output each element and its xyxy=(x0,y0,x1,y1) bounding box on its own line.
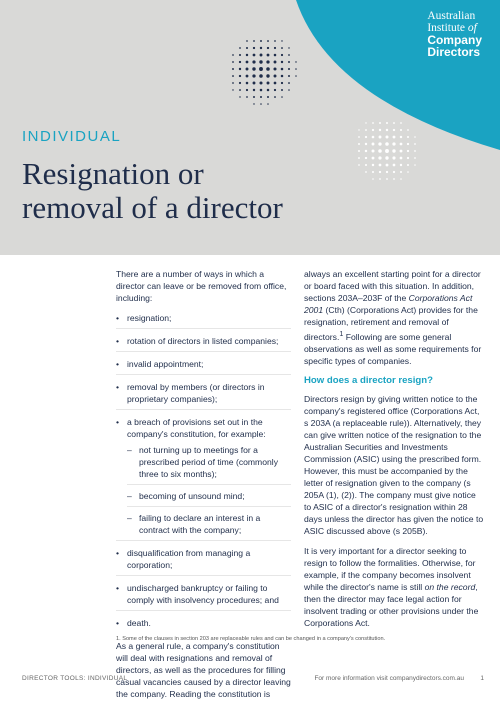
decor-dot xyxy=(239,75,241,77)
page-title xyxy=(22,157,283,225)
decor-dot xyxy=(379,178,381,180)
decor-dot xyxy=(253,89,255,91)
decor-dot xyxy=(267,82,270,85)
decor-dot xyxy=(232,89,233,90)
decor-dot xyxy=(414,136,416,138)
decor-dot xyxy=(393,122,395,124)
decor-dot xyxy=(378,149,382,153)
decor-dot xyxy=(281,61,283,63)
decor-dot xyxy=(232,75,234,77)
decor-dot xyxy=(365,122,366,123)
decor-dot xyxy=(372,122,374,124)
decor-dot xyxy=(372,143,375,146)
decor-dot xyxy=(260,103,262,105)
decor-dot xyxy=(267,89,270,92)
decor-dot xyxy=(400,178,402,180)
sublist-item: – failing to declare an interest in a contract with the company; xyxy=(127,512,291,536)
decor-dot xyxy=(358,143,360,145)
decor-dot xyxy=(393,129,395,131)
list-item: • resignation; xyxy=(116,312,291,329)
decor-dot xyxy=(414,143,416,145)
decor-dot xyxy=(246,82,249,85)
decor-dot xyxy=(232,54,234,56)
decor-dot xyxy=(246,47,248,49)
decor-dot xyxy=(378,156,381,159)
aicd-logo xyxy=(427,10,482,58)
continuation-paragraph: always an excellent starting point for a director or board faced with this situation. In addition, sections 203A–203F of the Corporations Act 2001 (Cth) (Corporations Act) provides for the resignation, retirement and removal of directors.$^1$ Following are some general observations as well as some requirements for specific types of companies. xyxy=(304,269,482,366)
decor-dot xyxy=(386,136,389,139)
decor-dot xyxy=(274,61,277,64)
decor-dot xyxy=(407,129,409,131)
section-heading: How does a director resign? xyxy=(304,374,434,386)
decor-dot xyxy=(400,143,403,146)
title-line-1: Resignation or xyxy=(22,156,204,191)
list-item: • undischarged bankruptcy or failing to comply with insolvency procedures; and xyxy=(116,582,291,611)
decor-dot xyxy=(288,89,290,91)
decor-dot xyxy=(365,129,367,131)
intro-paragraph: There are a number of ways in which a director can leave or be removed from office, including: xyxy=(116,269,287,303)
decor-dot xyxy=(267,54,270,57)
list-item: • disqualification from managing a corporation; xyxy=(116,547,291,576)
decor-dot xyxy=(266,60,269,63)
decor-dot xyxy=(407,150,409,152)
decor-dot xyxy=(414,164,416,166)
page-footer xyxy=(0,672,500,686)
resign-paragraph: Directors resign by giving written notice to the company's registered office (Corporations Act, s 203A (a replaceable rule)). Alternatively, they can give written notice of the resignation to the Australian Securities and Investments Commission (ASIC) using the prescribed form. However, this must be accompanied by the letter of resignation given to the company (s 205A (1), (2)). The company must give notice to ASIC of a director's resignation within 28 days unless the director has given the notice to ASIC discussed above (s 205B). xyxy=(304,393,484,536)
logo-line-2: Institute of xyxy=(427,22,477,34)
decor-dot xyxy=(365,171,367,173)
decor-dot xyxy=(266,67,270,71)
sublist-item: – not turning up to meetings for a prescribed period of time (commonly three to six months); xyxy=(127,444,291,485)
decor-dot xyxy=(259,67,263,71)
decor-dot xyxy=(288,68,290,70)
decor-dot xyxy=(372,157,375,160)
decor-dot xyxy=(274,89,276,91)
decor-dot xyxy=(273,67,276,70)
decor-dot xyxy=(379,136,382,139)
decor-dot xyxy=(393,178,395,180)
decor-dot xyxy=(260,40,262,42)
decor-dot xyxy=(232,82,234,84)
decor-dot xyxy=(239,61,241,63)
decor-dot xyxy=(246,96,248,98)
decor-dot xyxy=(260,47,262,49)
decor-dot xyxy=(274,96,276,98)
decor-dot xyxy=(288,75,290,77)
decor-dot xyxy=(407,136,409,138)
header-band xyxy=(0,0,500,255)
category-kicker: INDIVIDUAL xyxy=(22,128,122,145)
decor-dot xyxy=(259,60,262,63)
decor-dot xyxy=(281,89,283,91)
decor-dot xyxy=(288,82,290,84)
logo-line-4: Directors xyxy=(427,45,480,59)
decor-dot xyxy=(232,61,234,63)
decor-dot xyxy=(365,157,367,159)
decor-dot xyxy=(379,164,382,167)
list-item-text: a breach of provisions set out in the company's constitution, for example: xyxy=(127,417,266,439)
decor-dot xyxy=(393,164,396,167)
decor-dot xyxy=(386,178,388,180)
list-item: • rotation of directors in listed companies; xyxy=(116,335,291,352)
footnote: 1. Some of the clauses in section 203 are replaceable rules and can be changed in a company's constitution. xyxy=(116,636,386,642)
decor-dot xyxy=(252,74,255,77)
list-item: • removal by members (or directors in proprietary companies); xyxy=(116,381,291,410)
decor-dot xyxy=(295,68,297,70)
decor-dot xyxy=(252,60,255,63)
decor-dot xyxy=(246,54,248,56)
decor-dot xyxy=(274,54,277,57)
decor-dot xyxy=(358,129,359,130)
decor-dot xyxy=(414,157,416,159)
footnote-ref: 1 xyxy=(339,330,344,338)
list-item: • death. xyxy=(116,617,291,633)
decor-dot xyxy=(288,61,290,63)
decor-dot xyxy=(288,47,289,48)
decor-dot xyxy=(266,74,269,77)
ways-list xyxy=(116,312,291,633)
decor-dot xyxy=(372,171,374,173)
decor-dot xyxy=(267,40,269,42)
decor-dot xyxy=(281,75,284,78)
decor-dot xyxy=(239,54,241,56)
decor-dot xyxy=(253,47,255,49)
decor-dot xyxy=(239,82,241,84)
decor-dot xyxy=(400,122,402,124)
decor-dot xyxy=(260,54,263,57)
decor-dot xyxy=(239,96,240,97)
decor-dot xyxy=(253,103,254,104)
breach-sublist xyxy=(127,444,291,536)
decor-dot xyxy=(239,47,241,49)
title-line-2: removal of a director xyxy=(22,190,283,225)
decor-dot xyxy=(407,143,409,145)
decor-dot xyxy=(407,164,409,166)
decor-dot xyxy=(253,82,256,85)
decor-dot xyxy=(281,54,283,56)
list-item xyxy=(116,416,291,541)
decor-dot xyxy=(358,150,360,152)
decor-dot xyxy=(281,47,283,49)
decor-dot xyxy=(253,40,255,42)
decor-dot xyxy=(253,96,255,98)
decor-dot xyxy=(295,75,297,77)
decor-dot xyxy=(274,75,277,78)
decor-dot xyxy=(392,149,395,152)
decor-dot xyxy=(274,40,276,42)
decor-dot xyxy=(379,129,381,131)
decor-dot xyxy=(400,136,402,138)
logo-line-1: Australian xyxy=(427,10,476,22)
decor-dot xyxy=(358,136,360,138)
logo-line-3: Company xyxy=(427,33,482,47)
decor-dot xyxy=(267,47,269,49)
decor-dot xyxy=(400,150,403,153)
decor-dot xyxy=(246,89,248,91)
decor-dot xyxy=(386,122,388,124)
decor-dot xyxy=(246,75,249,78)
decor-dot xyxy=(392,156,395,159)
decor-dot xyxy=(246,68,249,71)
decor-dot xyxy=(232,68,234,70)
decor-dot xyxy=(281,82,283,84)
decor-dot xyxy=(400,171,402,173)
decor-dot xyxy=(385,142,389,146)
decor-dot xyxy=(295,61,296,62)
page-number: 1 xyxy=(480,675,484,682)
decor-dot xyxy=(386,129,388,131)
decor-dot xyxy=(267,103,269,105)
closing-paragraph: As a general rule, a company's constitution will deal with resignations and removal of directors, as well as the procedures for filling casual vacancies caused by a director leaving the company. Reading the constitution is xyxy=(116,641,291,699)
decor-dot xyxy=(393,171,395,173)
decor-dot xyxy=(239,68,241,70)
decor-dot xyxy=(372,164,374,166)
decor-dot xyxy=(372,178,374,180)
decor-dot xyxy=(259,81,262,84)
decor-dot xyxy=(400,157,403,160)
decor-dot xyxy=(407,171,409,173)
decor-dot xyxy=(260,89,263,92)
left-column xyxy=(116,268,291,708)
decor-dot xyxy=(372,150,375,153)
decor-dot xyxy=(253,54,256,57)
decor-dot xyxy=(365,143,367,145)
decor-dot xyxy=(281,96,283,98)
decor-dot xyxy=(252,67,255,70)
white-dot-pattern xyxy=(358,122,416,180)
decor-dot xyxy=(259,74,263,78)
decor-dot xyxy=(386,171,388,173)
decor-dot xyxy=(379,171,381,173)
decor-dot xyxy=(239,89,241,91)
decor-dot xyxy=(385,156,388,159)
decor-dot xyxy=(400,129,402,131)
decor-dot xyxy=(281,40,282,41)
right-column xyxy=(304,268,484,637)
decor-dot xyxy=(267,96,269,98)
decor-dot xyxy=(393,136,396,139)
navy-dot-pattern xyxy=(232,40,297,105)
decor-dot xyxy=(400,164,402,166)
list-item: • invalid appointment; xyxy=(116,358,291,375)
decor-dot xyxy=(378,142,381,145)
decor-dot xyxy=(246,61,249,64)
decor-dot xyxy=(260,96,262,98)
decor-dot xyxy=(358,164,360,166)
footer-link[interactable]: For more information visit companydirectors.com.au xyxy=(314,675,464,682)
decor-dot xyxy=(288,54,290,56)
decor-dot xyxy=(385,149,389,153)
decor-dot xyxy=(372,129,374,131)
decor-dot xyxy=(407,157,409,159)
decor-dot xyxy=(414,150,416,152)
decor-dot xyxy=(379,122,381,124)
decor-dot xyxy=(365,136,367,138)
decor-dot xyxy=(365,150,367,152)
decor-dot xyxy=(281,68,284,71)
decor-dot xyxy=(358,157,360,159)
decor-dot xyxy=(392,142,395,145)
decor-dot xyxy=(246,40,248,42)
decor-dot xyxy=(372,136,375,139)
decor-dot xyxy=(274,47,276,49)
decor-dot xyxy=(365,164,367,166)
sublist-item: – becoming of unsound mind; xyxy=(127,490,291,507)
decor-dot xyxy=(386,164,389,167)
formalities-paragraph: It is very important for a director seeking to resign to follow the formalities. Otherwise, for example, if the company becomes insolvent while the director's name is still on the record, then the director may face legal action for insolvent trading or other provisions under the Corporations Act. xyxy=(304,545,479,628)
decor-dot xyxy=(274,82,277,85)
footer-label: DIRECTOR TOOLS: INDIVIDUAL xyxy=(22,675,128,682)
